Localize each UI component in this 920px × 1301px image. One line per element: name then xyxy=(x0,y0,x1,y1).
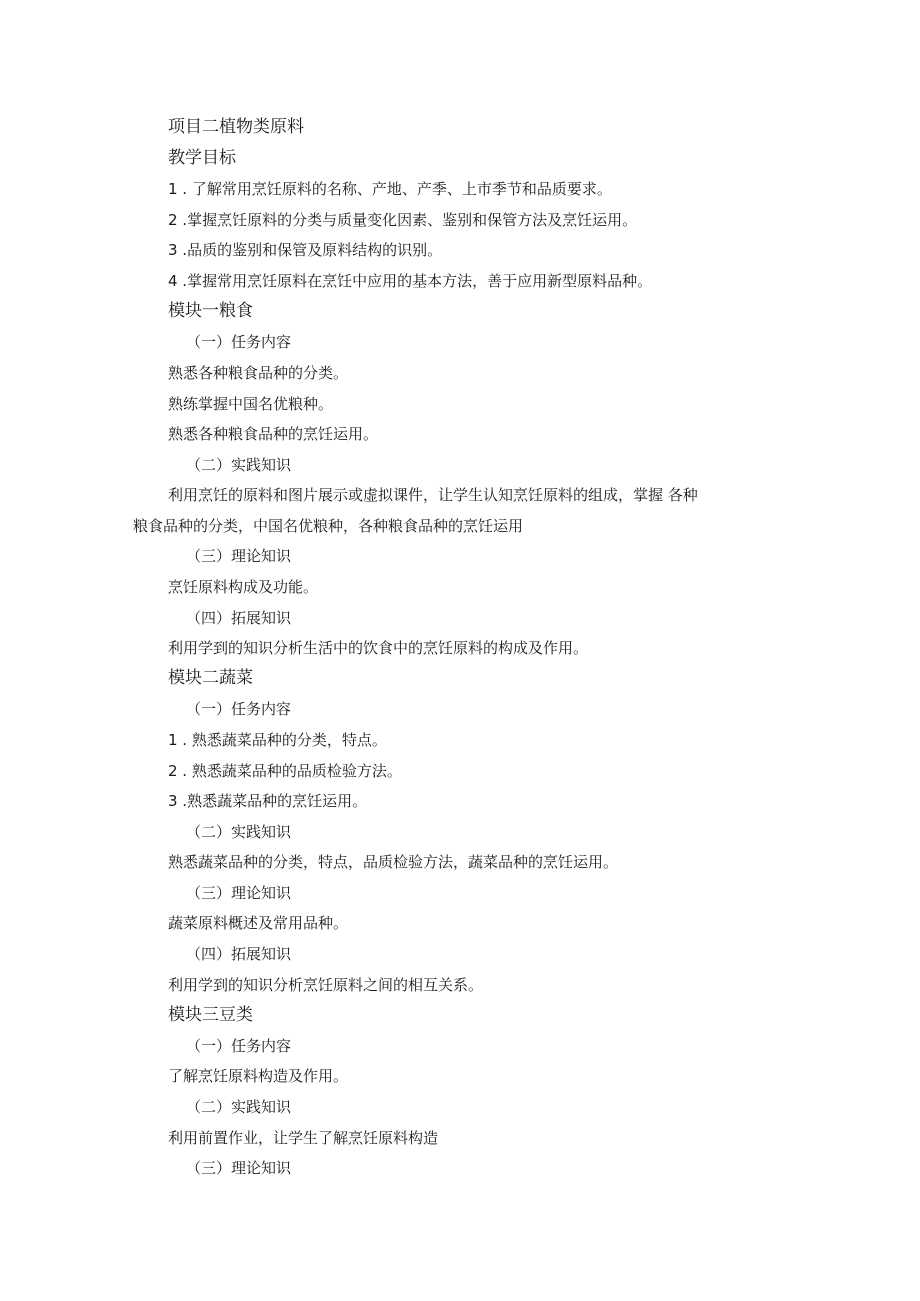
objective-item: 2 .掌握烹饪原料的分类与质量变化因素、鉴别和保管方法及烹饪运用。 xyxy=(168,211,638,229)
module3-task-text: 了解烹饪原料构造及作用。 xyxy=(168,1067,349,1085)
module1-practice-line1: 利用烹饪的原料和图片展示或虚拟课件，让学生认知烹饪原料的组成，掌握 各种 xyxy=(168,486,698,504)
module1-heading: 模块一粮食 xyxy=(168,301,253,321)
document-title: 项目二植物类原料 xyxy=(168,117,304,137)
module1-extend-text: 利用学到的知识分析生活中的饮食中的烹饪原料的构成及作用。 xyxy=(168,639,589,657)
module2-heading: 模块二蔬菜 xyxy=(168,668,253,688)
module2-extend-text: 利用学到的知识分析烹饪原料之间的相互关系。 xyxy=(168,976,484,994)
module1-extend-heading: （四）拓展知识 xyxy=(186,609,292,627)
module1-theory-text: 烹饪原料构成及功能。 xyxy=(168,578,319,596)
objective-item: 4 .掌握常用烹饪原料在烹饪中应用的基本方法，善于应用新型原料品种。 xyxy=(168,272,653,290)
module2-task-item: 3 .熟悉蔬菜品种的烹饪运用。 xyxy=(168,792,368,810)
module1-practice-line2: 粮食品种的分类，中国名优粮种，各种粮食品种的烹饪运用 xyxy=(133,517,524,535)
module1-theory-heading: （三）理论知识 xyxy=(186,547,292,565)
module3-practice-text: 利用前置作业，让学生了解烹饪原料构造 xyxy=(168,1129,439,1147)
module1-practice-heading: （二）实践知识 xyxy=(186,456,292,474)
module2-practice-heading: （二）实践知识 xyxy=(186,823,292,841)
module2-theory-text: 蔬菜原料概述及常用品种。 xyxy=(168,914,349,932)
module3-task-heading: （一）任务内容 xyxy=(186,1037,292,1055)
module1-task-item: 熟悉各种粮食品种的分类。 xyxy=(168,364,349,382)
objectives-heading: 教学目标 xyxy=(168,148,236,168)
module2-task-heading: （一）任务内容 xyxy=(186,700,292,718)
module1-task-item: 熟练掌握中国名优粮种。 xyxy=(168,395,334,413)
module2-task-item: 2 . 熟悉蔬菜品种的品质检验方法。 xyxy=(168,762,402,780)
module2-task-item: 1 . 熟悉蔬菜品种的分类，特点。 xyxy=(168,731,387,749)
module1-task-item: 熟悉各种粮食品种的烹饪运用。 xyxy=(168,425,379,443)
module3-heading: 模块三豆类 xyxy=(168,1005,253,1025)
objective-item: 1 . 了解常用烹饪原料的名称、产地、产季、上市季节和品质要求。 xyxy=(168,180,612,198)
objective-item: 3 .品质的鉴别和保管及原料结构的识别。 xyxy=(168,241,443,259)
module3-practice-heading: （二）实践知识 xyxy=(186,1098,292,1116)
module2-practice-text: 熟悉蔬菜品种的分类，特点，品质检验方法，蔬菜品种的烹饪运用。 xyxy=(168,853,619,871)
module2-extend-heading: （四）拓展知识 xyxy=(186,945,292,963)
module1-task-heading: （一）任务内容 xyxy=(186,333,292,351)
module2-theory-heading: （三）理论知识 xyxy=(186,884,292,902)
module3-theory-heading: （三）理论知识 xyxy=(186,1159,292,1177)
